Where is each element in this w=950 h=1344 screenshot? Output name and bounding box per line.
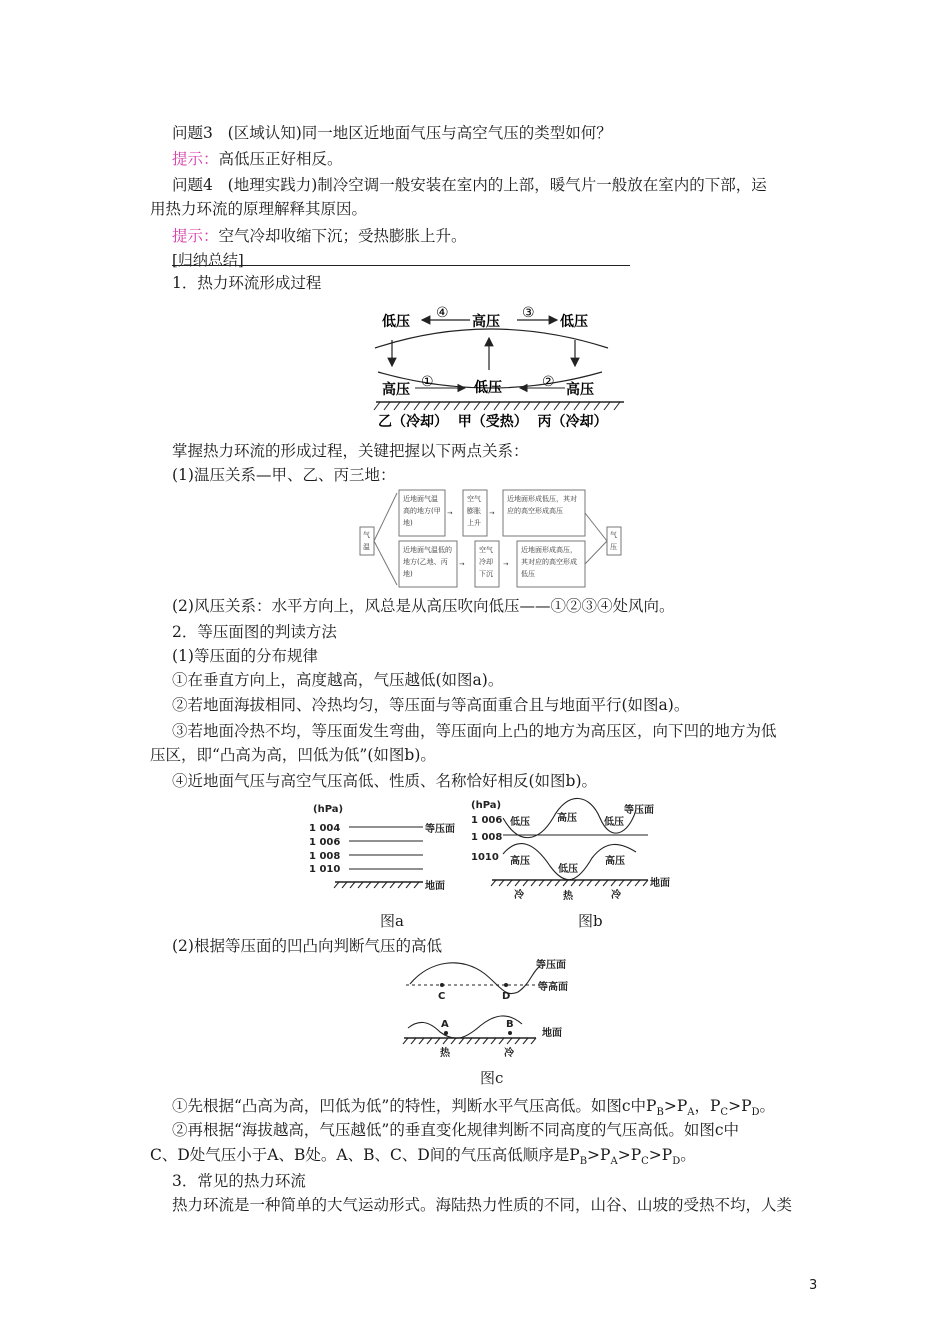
- svg-text:1 010: 1 010: [309, 864, 341, 875]
- page-number: 3: [809, 1278, 818, 1293]
- label-high-top: 高压: [472, 314, 500, 330]
- svg-text:热: 热: [563, 891, 573, 902]
- svg-text:1 008: 1 008: [309, 851, 341, 862]
- svg-text:D: D: [502, 991, 511, 1002]
- svg-text:(hPa): (hPa): [471, 800, 502, 811]
- label-low-mid: 低压: [474, 380, 502, 396]
- section-3-title: 3．常见的热力环流: [172, 1172, 306, 1190]
- svg-text:冷: 冷: [514, 890, 524, 901]
- conclusion-2b: C、D处气压小于A、B处。A、B、C、D间的气压高低顺序是$P_B>P_A>P_C>P_D$。: [150, 1146, 696, 1168]
- section-3-text: 热力环流是一种简单的大气运动形式。海陆热力性质的不同，山谷、山坡的受热不均，人类: [172, 1196, 793, 1214]
- svg-text:高压: 高压: [605, 856, 625, 867]
- num-4: ④: [436, 305, 449, 321]
- svg-text:低压: 低压: [510, 817, 530, 828]
- ground-labels: 乙（冷却） 甲（受热） 丙（冷却）: [378, 414, 608, 430]
- rule-3b: 压区，即“凸高为高，凹低为低”(如图b)。: [150, 746, 436, 764]
- section-1-title: 1．热力环流形成过程: [172, 274, 322, 292]
- svg-text:1 006: 1 006: [309, 837, 341, 848]
- question-4-cont: 用热力环流的原理解释其原因。: [150, 200, 368, 218]
- wind-relation: (2)风压关系：水平方向上，风总是从高压吹向低压——①②③④处风向。: [172, 597, 675, 615]
- figure-c: [400, 958, 580, 1062]
- label-high-right: 高压: [566, 382, 594, 398]
- upper-arc: [375, 329, 608, 348]
- hint-4: 提示：空气冷却收缩下沉；受热膨胀上升。: [172, 227, 467, 245]
- svg-text:热: 热: [440, 1048, 450, 1059]
- svg-text:低压: 低压: [604, 817, 624, 828]
- svg-text:→: →: [459, 560, 465, 568]
- svg-text:等压面: 等压面: [536, 960, 566, 971]
- figure-a: [305, 800, 470, 896]
- flow-left: 气温: [363, 531, 370, 551]
- svg-text:1 006: 1 006: [471, 815, 503, 826]
- caption-b: 图b: [578, 912, 603, 930]
- ground-hatch: [374, 402, 620, 410]
- section-2-2: (2)根据等压面的凹凸向判断气压的高低: [172, 937, 442, 955]
- svg-text:→: →: [447, 509, 453, 517]
- flow-bot-2: 空气冷却下沉: [479, 546, 493, 578]
- summary-rule: [172, 265, 630, 266]
- conclusion-2a: ②再根据“海拔越高，气压越低”的垂直变化规律判断不同高度的气压高低。如图c中: [172, 1121, 740, 1139]
- caption-a: 图a: [380, 912, 404, 930]
- svg-text:冷: 冷: [611, 890, 621, 901]
- master-text: 掌握热力环流的形成过程，关键把握以下两点关系：: [172, 442, 529, 460]
- flow-bot-1: 近地面气温低的地方(乙地、丙地): [403, 546, 452, 578]
- svg-text:低压: 低压: [558, 864, 578, 875]
- conclusion-1: ①先根据“凸高为高，凹低为低”的特性，判断水平气压高低。如图c中$P_B>P_A$，$P_C>P_D$。: [172, 1097, 776, 1119]
- svg-text:地面: 地面: [425, 881, 445, 892]
- flow-top-3: 近地面形成低压，其对应的高空形成高压: [507, 495, 577, 515]
- rule-2: ②若地面海拔相同、冷热均匀，等压面与等高面重合且与地面平行(如图a)。: [172, 696, 690, 714]
- svg-text:高压: 高压: [557, 813, 577, 824]
- section-2-1: (1)等压面的分布规律: [172, 647, 318, 665]
- flow-top-2: 空气膨胀上升: [467, 495, 481, 527]
- label-low-left: 低压: [382, 314, 410, 330]
- svg-text:冷: 冷: [504, 1048, 514, 1059]
- figure-b: [468, 796, 688, 906]
- svg-text:等高面: 等高面: [538, 982, 568, 993]
- svg-text:A: A: [441, 1019, 449, 1030]
- svg-text:→: →: [489, 509, 495, 517]
- svg-text:1 004: 1 004: [309, 823, 341, 834]
- label-high-left: 高压: [382, 382, 410, 398]
- caption-c: 图c: [480, 1069, 504, 1087]
- question-4: 问题4 (地理实践力)制冷空调一般安装在室内的上部，暖气片一般放在室内的下部，运: [172, 176, 767, 194]
- temp-pressure-flowchart: [357, 487, 627, 591]
- question-3: 问题3 (区域认知)同一地区近地面气压与高空气压的类型如何？: [172, 124, 612, 142]
- flow-right: 气压: [610, 531, 617, 551]
- summary-title: [归纳总结]: [172, 251, 244, 269]
- num-3: ③: [522, 305, 535, 321]
- temp-relation: (1)温压关系—甲、乙、丙三地：: [172, 466, 396, 484]
- label-low-right: 低压: [560, 314, 588, 330]
- svg-text:等压面: 等压面: [425, 824, 455, 835]
- svg-text:1010: 1010: [471, 852, 499, 863]
- rule-4: ④近地面气压与高空气压高低、性质、名称恰好相反(如图b)。: [172, 772, 598, 790]
- svg-text:地面: 地面: [650, 878, 670, 889]
- flow-bot-3: 近地面形成高压，其对应的高空形成低压: [521, 546, 577, 578]
- num-2: ②: [542, 374, 555, 390]
- svg-text:地面: 地面: [542, 1028, 562, 1039]
- num-1: ①: [421, 374, 434, 390]
- hint-3: 提示：高低压正好相反。: [172, 150, 343, 168]
- svg-text:B: B: [506, 1019, 514, 1030]
- rule-1: ①在垂直方向上，高度越高，气压越低(如图a)。: [172, 671, 504, 689]
- svg-text:1 008: 1 008: [471, 832, 503, 843]
- rule-3a: ③若地面冷热不均，等压面发生弯曲，等压面向上凸的地方为高压区，向下凹的地方为低: [172, 722, 777, 740]
- svg-text:等压面: 等压面: [624, 805, 654, 816]
- flow-top-1: 近地面气温高的地方(甲地): [403, 495, 441, 527]
- thermal-circulation-diagram: [370, 300, 630, 432]
- svg-text:高压: 高压: [510, 856, 530, 867]
- svg-text:(hPa): (hPa): [313, 804, 344, 815]
- section-2-title: 2．等压面图的判读方法: [172, 623, 337, 641]
- svg-text:→: →: [503, 560, 509, 568]
- svg-text:C: C: [438, 991, 446, 1002]
